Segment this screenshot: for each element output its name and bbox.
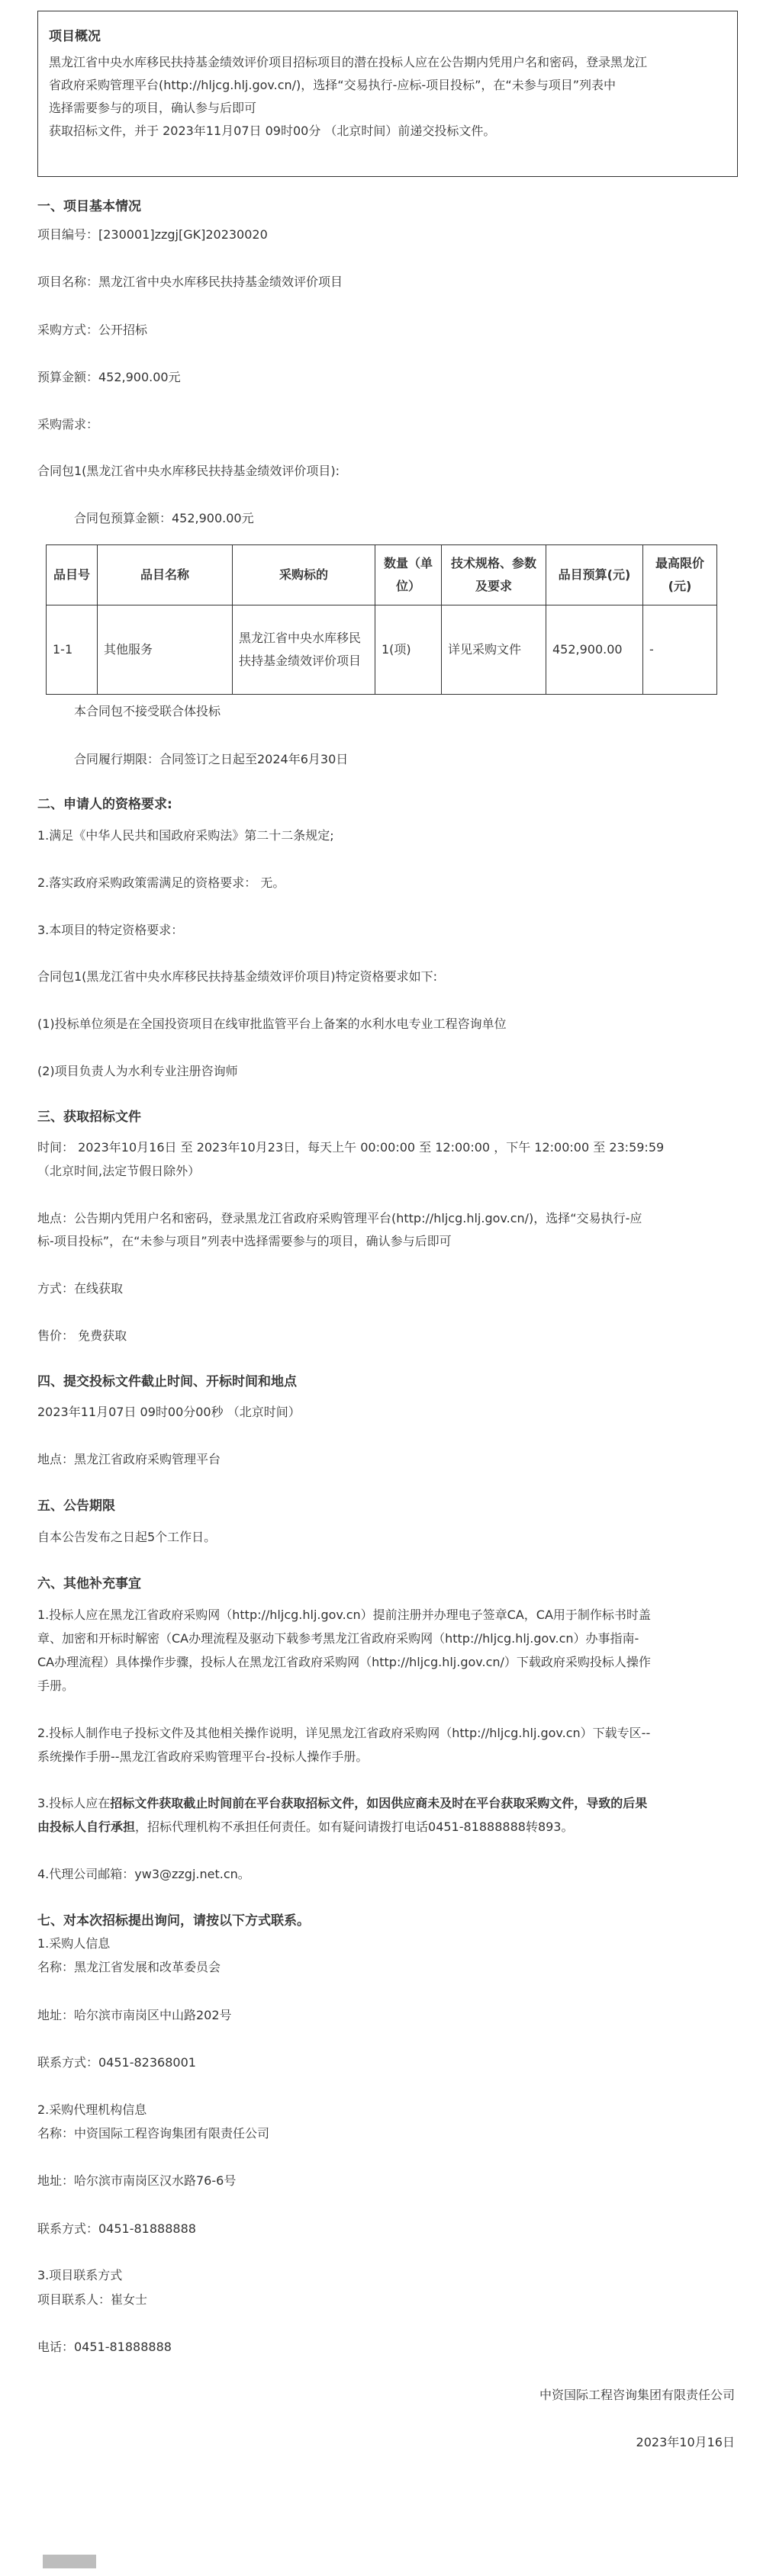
items-table — [46, 544, 717, 695]
qualification-line: 合同包1(黑龙江省中央水库移民扶持基金绩效评价项目)特定资格要求如下: — [37, 969, 438, 984]
other-p3-line — [37, 1817, 574, 1835]
project-contact-phone: 电话：0451-81888888 — [37, 2340, 172, 2354]
other-p1-line: CA办理流程）具体操作步骤，投标人在黑龙江省政府采购网（http://hljcg.hlj.gov.cn/）下载政府采购投标人操作 — [37, 1655, 651, 1669]
announcement-period: 自本公告发布之日起5个工作日。 — [37, 1530, 217, 1544]
section-heading-period: 五、公告期限 — [37, 1498, 115, 1514]
table-cell: 黑龙江省中央水库移民扶持基金绩效评价项目 — [233, 605, 375, 695]
obtain-time-note: （北京时间,法定节假日除外） — [37, 1164, 201, 1178]
other-p1-line: 1.投标人应在黑龙江省政府采购网（http://hljcg.hlj.gov.cn）提前注册并办理电子签章CA，CA用于制作标书时盖 — [37, 1608, 651, 1622]
table-cell: 1-1 — [47, 605, 98, 695]
qualification-line: (1)投标单位须是在全国投资项目在线审批监管平台上备案的水利水电专业工程咨询单位 — [37, 1017, 507, 1031]
table-cell: - — [643, 605, 717, 695]
table-header: 采购标的 — [233, 545, 375, 605]
buyer-phone: 联系方式：0451-82368001 — [37, 2055, 196, 2070]
other-p3-suffix: ，招标代理机构不承担任何责任。如有疑问请拨打电话0451-81888888转893。 — [135, 1820, 574, 1834]
procurement-method: 采购方式：公开招标 — [37, 323, 148, 337]
other-p3-bold-cont: 由投标人自行承担 — [37, 1820, 136, 1834]
qualification-line: 1.满足《中华人民共和国政府采购法》第二十二条规定; — [37, 828, 334, 843]
section-heading-basic-info: 一、项目基本情况 — [37, 199, 141, 214]
bottom-scroll-indicator — [43, 2555, 96, 2568]
table-cell: 452,900.00 — [546, 605, 643, 695]
project-contact-person: 项目联系人：崔女士 — [37, 2292, 148, 2307]
other-p3-line — [37, 1794, 647, 1811]
table-cell: 其他服务 — [98, 605, 233, 695]
procurement-demand: 采购需求： — [37, 417, 99, 432]
overview-line: 选择需要参与的项目，确认参与后即可 — [49, 101, 257, 115]
agent-phone: 联系方式：0451-81888888 — [37, 2221, 196, 2236]
qualification-line: 3.本项目的特定资格要求： — [37, 923, 184, 937]
section-heading-deadline: 四、提交投标文件截止时间、开标时间和地点 — [37, 1374, 297, 1389]
section-heading-obtain-docs: 三、获取招标文件 — [37, 1110, 141, 1125]
project-contact-heading: 3.项目联系方式 — [37, 2268, 123, 2282]
overview-line: 省政府采购管理平台(http://hljcg.hlj.gov.cn/)，选择“交易执行-应标-项目投标”，在“未参与项目”列表中 — [49, 78, 616, 92]
deadline-time: 2023年11月07日 09时00分00秒 （北京时间） — [37, 1405, 301, 1419]
table-header: 技术规格、参数及要求 — [442, 545, 546, 605]
footer-date: 2023年10月16日 — [636, 2435, 735, 2449]
table-header: 品目号 — [47, 545, 98, 605]
buyer-name: 名称：黑龙江省发展和改革委员会 — [37, 1960, 221, 1974]
table-header-row — [47, 545, 717, 605]
budget-amount: 预算金额：452,900.00元 — [37, 370, 181, 384]
obtain-place: 地点：公告期内凭用户名和密码，登录黑龙江省政府采购管理平台(http://hljcg.hlj.gov.cn/)，选择“交易执行-应 — [37, 1211, 642, 1225]
project-number: 项目编号：[230001]zzgj[GK]20230020 — [37, 227, 268, 242]
agent-address: 地址：哈尔滨市南岗区汉水路76-6号 — [37, 2173, 237, 2188]
overview-title: 项目概况 — [49, 29, 101, 44]
table-row — [47, 605, 717, 695]
overview-line: 获取招标文件，并于 2023年11月07日 09时00分 （北京时间）前递交投标文件。 — [49, 124, 496, 138]
project-overview-box — [37, 11, 738, 177]
project-name: 项目名称：黑龙江省中央水库移民扶持基金绩效评价项目 — [37, 275, 343, 289]
table-cell: 详见采购文件 — [442, 605, 546, 695]
buyer-address: 地址：哈尔滨市南岗区中山路202号 — [37, 2008, 232, 2022]
table-header: 最高限价(元) — [643, 545, 717, 605]
contract-package: 合同包1(黑龙江省中央水库移民扶持基金绩效评价项目): — [37, 464, 340, 478]
other-p2-line: 2.投标人制作电子投标文件及其他相关操作说明，详见黑龙江省政府采购网（http://hljcg.hlj.gov.cn）下载专区-- — [37, 1726, 651, 1740]
obtain-time: 时间： 2023年10月16日 至 2023年10月23日，每天上午 00:00:00 至 12:00:00 ，下午 12:00:00 至 23:59:59 — [37, 1140, 665, 1155]
contract-term: 合同履行期限：合同签订之日起至2024年6月30日 — [74, 752, 349, 766]
buyer-info-heading: 1.采购人信息 — [37, 1936, 111, 1951]
deadline-place: 地点：黑龙江省政府采购管理平台 — [37, 1452, 221, 1466]
other-p2-line: 系统操作手册--黑龙江省政府采购管理平台-投标人操作手册。 — [37, 1749, 369, 1764]
agent-info-heading: 2.采购代理机构信息 — [37, 2102, 147, 2117]
footer-organization: 中资国际工程咨询集团有限责任公司 — [539, 2388, 735, 2402]
section-heading-contact: 七、对本次招标提出询问，请按以下方式联系。 — [37, 1913, 310, 1929]
overview-line: 黑龙江省中央水库移民扶持基金绩效评价项目招标项目的潜在投标人应在公告期内凭用户名和密码，登录黑龙江 — [49, 55, 648, 69]
package-budget: 合同包预算金额：452,900.00元 — [74, 511, 254, 525]
section-heading-qualification: 二、申请人的资格要求: — [37, 797, 172, 812]
other-p3-bold: 招标文件获取截止时间前在平台获取招标文件，如因供应商未及时在平台获取采购文件，导致的后果 — [110, 1796, 648, 1810]
agent-email: 4.代理公司邮箱：yw3@zzgj.net.cn。 — [37, 1867, 250, 1881]
section-heading-other: 六、其他补充事宜 — [37, 1576, 141, 1592]
agent-name: 名称：中资国际工程咨询集团有限责任公司 — [37, 2126, 270, 2141]
table-cell: 1(项) — [375, 605, 442, 695]
other-p3-prefix: 3.投标人应在 — [37, 1796, 111, 1810]
table-header: 品目名称 — [98, 545, 233, 605]
qualification-line: (2)项目负责人为水利专业注册咨询师 — [37, 1064, 238, 1078]
table-header: 数量（单位） — [375, 545, 442, 605]
obtain-method: 方式：在线获取 — [37, 1281, 124, 1296]
other-p1-line: 章、加密和开标时解密（CA办理流程及驱动下载参考黑龙江省政府采购网（http://hljcg.hlj.gov.cn）办事指南- — [37, 1631, 639, 1646]
obtain-place-cont: 标-项目投标”，在“未参与项目”列表中选择需要参与的项目，确认参与后即可 — [37, 1234, 452, 1248]
no-consortium-note: 本合同包不接受联合体投标 — [74, 704, 221, 718]
table-header: 品目预算(元) — [546, 545, 643, 605]
other-p1-line: 手册。 — [37, 1678, 75, 1693]
obtain-price: 售价： 免费获取 — [37, 1328, 127, 1343]
qualification-line: 2.落实政府采购政策需满足的资格要求： 无。 — [37, 875, 285, 890]
